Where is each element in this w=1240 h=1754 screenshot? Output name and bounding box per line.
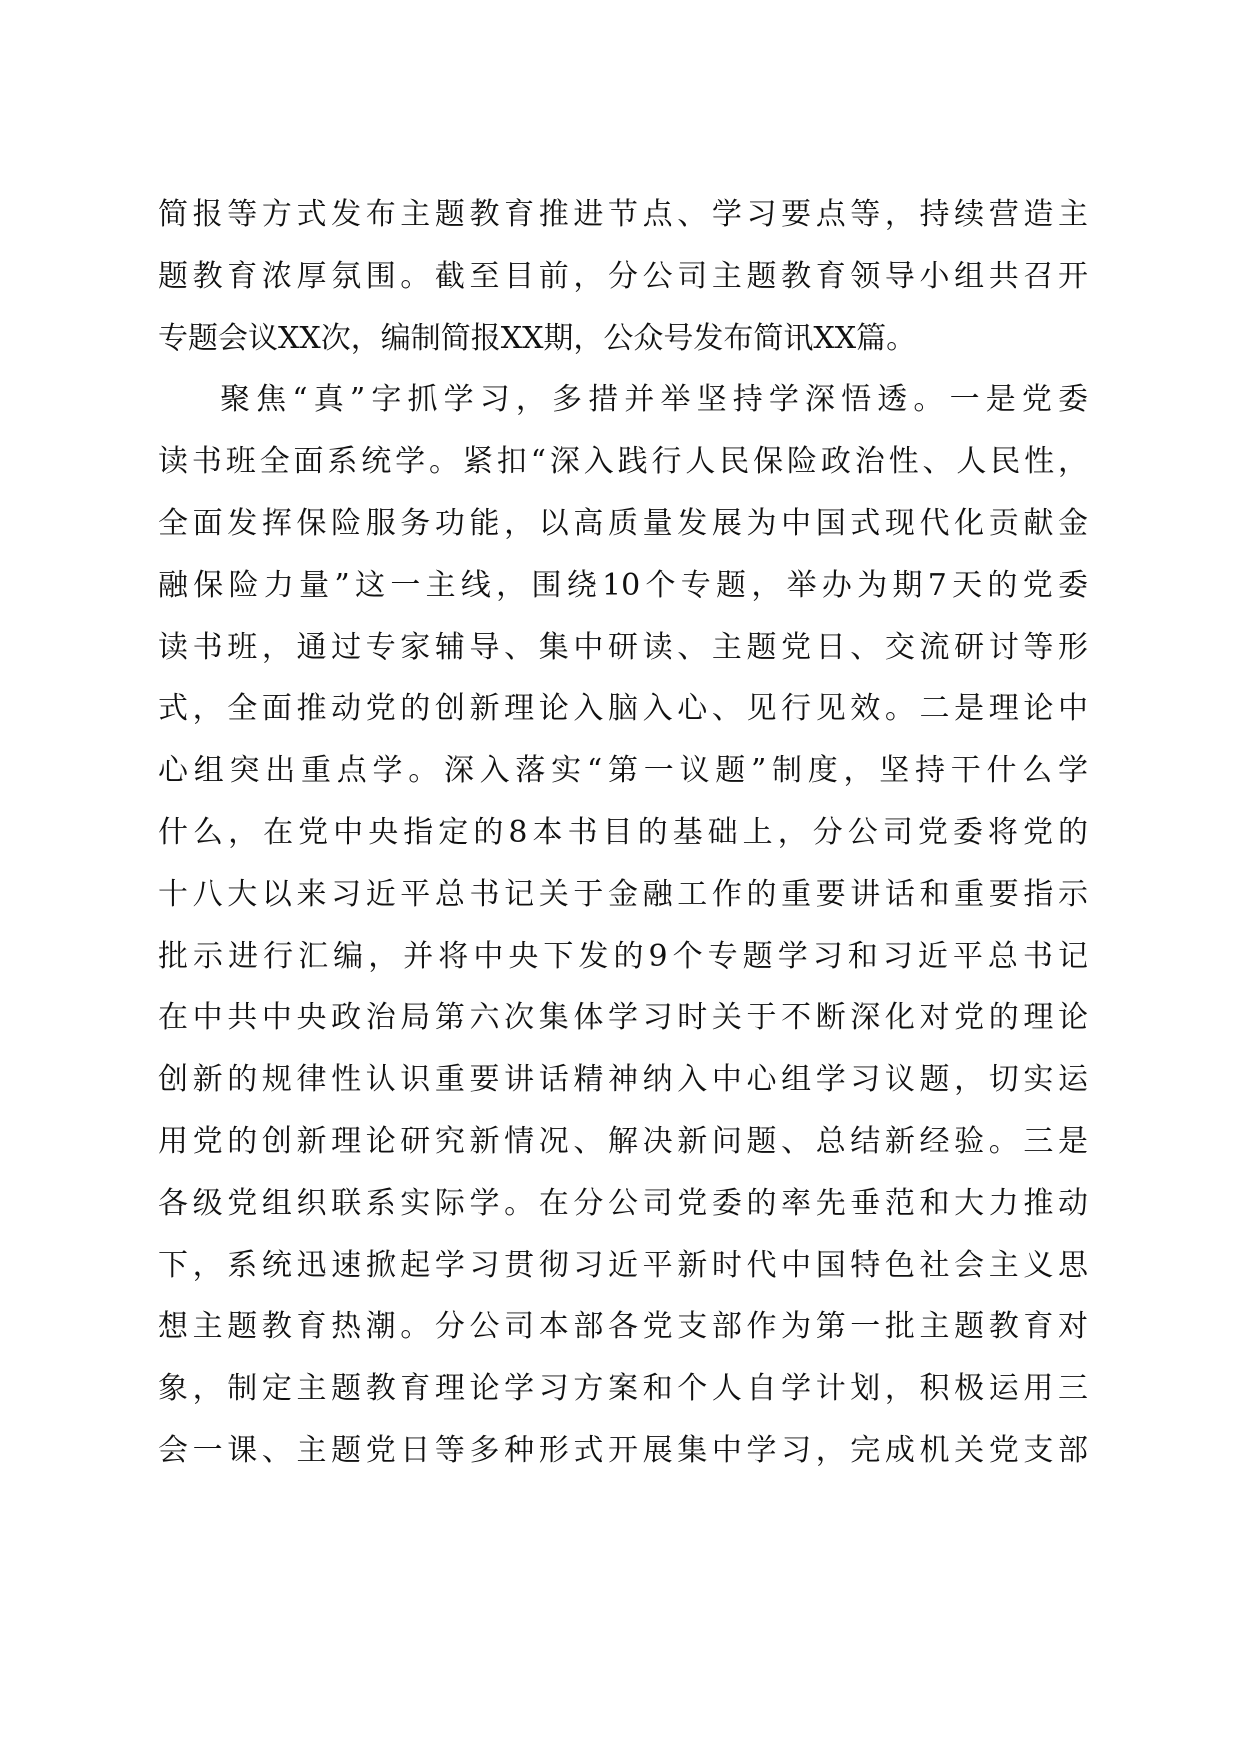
text-line: 心组突出重点学。深入落实“第一议题”制度，坚持干什么学 — [158, 753, 1088, 789]
text-line: 批示进行汇编，并将中央下发的9个专题学习和习近平总书记 — [158, 938, 1088, 974]
body-text — [158, 184, 1088, 1482]
text-line: 各级党组织联系实际学。在分公司党委的率先垂范和大力推动 — [158, 1185, 1088, 1221]
text-line: 专题会议XX次，编制简报XX期，公众号发布简讯XX篇。 — [158, 320, 917, 356]
text-line: 下，系统迅速掀起学习贯彻习近平新时代中国特色社会主义思 — [158, 1247, 1088, 1283]
text-line: 全面发挥保险服务功能，以高质量发展为中国式现代化贡献金 — [158, 505, 1088, 541]
text-line: 象，制定主题教育理论学习方案和个人自学计划，积极运用三 — [158, 1371, 1088, 1407]
text-line: 会一课、主题党日等多种形式开展集中学习，完成机关党支部 — [158, 1432, 1088, 1468]
text-line: 简报等方式发布主题教育推进节点、学习要点等，持续营造主 — [158, 197, 1088, 232]
paragraph-first-line: 聚焦“真”字抓学习，多措并举坚持学深悟透。一是党委 — [220, 382, 1088, 418]
text-line: 用党的创新理论研究新情况、解决新问题、总结新经验。三是 — [158, 1123, 1088, 1159]
text-line: 读书班，通过专家辅导、集中研读、主题党日、交流研讨等形 — [158, 629, 1088, 665]
text-line: 什么，在党中央指定的8本书目的基础上，分公司党委将党的 — [158, 814, 1088, 850]
text-line: 式，全面推动党的创新理论入脑入心、见行见效。二是理论中 — [158, 691, 1088, 727]
text-line: 读书班全面系统学。紧扣“深入践行人民保险政治性、人民性， — [158, 444, 1088, 480]
text-line: 创新的规律性认识重要讲话精神纳入中心组学习议题，切实运 — [158, 1062, 1088, 1098]
text-line: 融保险力量”这一主线，围绕10个专题，举办为期7天的党委 — [158, 567, 1088, 603]
text-line: 在中共中央政治局第六次集体学习时关于不断深化对党的理论 — [158, 1000, 1088, 1036]
text-line: 题教育浓厚氛围。截至目前，分公司主题教育领导小组共召开 — [158, 258, 1088, 294]
text-line: 十八大以来习近平总书记关于金融工作的重要讲话和重要指示 — [158, 876, 1088, 912]
text-line: 想主题教育热潮。分公司本部各党支部作为第一批主题教育对 — [158, 1309, 1088, 1345]
